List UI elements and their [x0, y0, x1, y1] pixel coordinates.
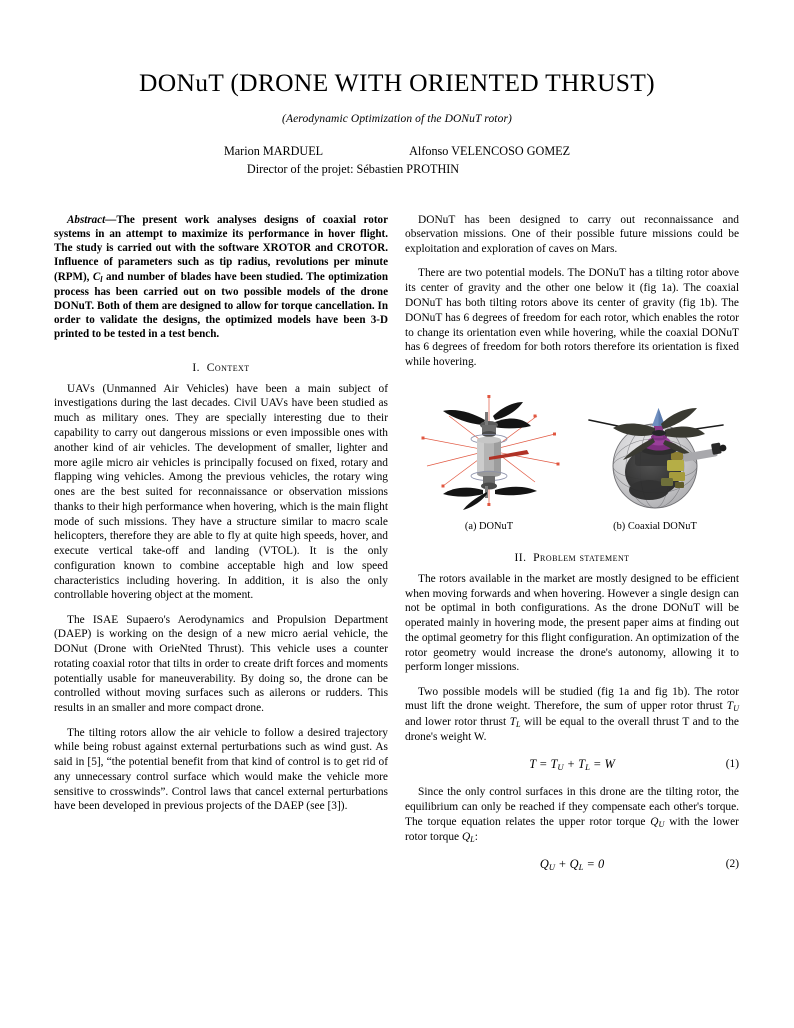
math-c-subscript: l	[100, 274, 103, 284]
author-1: Marion MARDUEL	[223, 144, 324, 159]
problem-p2-text-c: will be equal to the overall thrust T and to the drone's weight W.	[405, 715, 739, 744]
figure-1b-text: Coaxial DONuT	[627, 520, 697, 532]
math-tu-subscript: U	[733, 704, 739, 714]
math-c-symbol: C	[92, 270, 101, 283]
context-paragraph-1: UAVs (Unmanned Air Vehicles) have been a main subject of investigations during the last decades. Civil UAVs have been studied as much as military ones. They are specially interesting due to their capability to carry out dangerous missions or even impossible ones with another kind of air vehicles. The development of smaller, lighter and more agile micro air vehicles is principally focused on fixed, rotary and flapping wing vehicles. Among the previous vehicles, the rotary wing ones are the best suited for reconnaissance or observation missions thanks to their high performance when hovering, which is the main flight mode of such missions. They have a structure similar to macro scale helicopters, therefore they are able to fly at quite high speeds, hover, and execute vertical take-off and landing (VTOL). It is the only configuration known to combine acceptable high and low speed characteristics including hovering. In addition, it is also the only controllable hovering object at the moment.	[54, 382, 388, 602]
problem-paragraph-1: The rotors available in the market are mostly designed to be efficient when moving forwards and when hovering. However a single design can not be optimal in both configurations. As the drone DONuT will be operated mainly in hovering mode, the present paper aims at finding out the optimal geometry for this flight configuration. An optimization of the rotor geometry would increase the drone's autonomy, allowing it to perform longer missions.	[405, 572, 739, 674]
section-title-1: Context	[206, 360, 250, 374]
context-paragraph-3: The tilting rotors allow the air vehicle to follow a desired trajectory while being robust against external perturbations such as wind gust. As said in [5], “the potential benefit from that kind of control is to get rid of any unnecessary control surface which would make the vehicle more sensitive to crosswinds”. Control laws that cancel external perturbations have been developed in previous projects of the DAEP (see [3]).	[54, 726, 388, 813]
paper-subtitle: (Aerodynamic Optimization of the DONuT rotor)	[282, 113, 512, 126]
math-thrust-upper	[727, 700, 739, 712]
math-qu-subscript: U	[658, 819, 665, 829]
equation-1-number: (1)	[725, 758, 739, 771]
math-qu-symbol: Q	[650, 815, 659, 828]
two-column-body	[54, 213, 740, 886]
equation-1-body: $T = T_U + T_L = W$	[529, 757, 615, 773]
equation-2-number: (2)	[725, 858, 739, 871]
right-paragraph-2: There are two potential models. The DONuT has a tilting rotor above its center of gravity and the other one below it (fig 1a). The coaxial DONuT has both tilting rotors above its center of gravity (fig 1b). The DONuT has 6 degrees of freedom for each rotor, which enables the rotor to change its orientation even while hovering, while the coaxial DONuT has 6 degrees of freedom for both rotors therefore its orientation is fixed while hovering.	[405, 267, 739, 369]
author-block	[54, 142, 740, 179]
math-torque-upper	[650, 816, 664, 828]
author-names	[224, 142, 570, 160]
figure-1b-cell	[575, 386, 735, 514]
figure-1-images	[405, 386, 739, 514]
math-tu-symbol: T	[726, 700, 734, 713]
figure-1a-text: DONuT	[479, 520, 514, 532]
right-column	[405, 213, 739, 886]
section-heading-context	[54, 361, 388, 374]
math-tl-symbol: T	[509, 715, 517, 728]
equation-2	[405, 857, 739, 874]
author-2: Alfonso VELENCOSO GOMEZ	[409, 144, 571, 159]
abstract-text-1: The present work analyses designs of coaxial rotor systems in an attempt to maximize its performance in hover flight. The study is carried out with the software XROTOR and CROTOR. Influence of parameters such as tip radius, revolutions per minute (RPM),	[54, 213, 388, 283]
math-ql-subscript: L	[470, 834, 475, 844]
figure-1a-label: (a)	[464, 520, 477, 532]
section-heading-problem	[405, 551, 739, 564]
figure-1-captions	[405, 521, 739, 532]
abstract-math-cl	[93, 271, 103, 283]
math-ql-symbol: Q	[461, 830, 471, 843]
problem-p3-text-c: :	[474, 830, 478, 843]
left-column	[54, 213, 388, 814]
author-names-row	[54, 142, 740, 160]
context-paragraph-2: The ISAE Supaero's Aerodynamics and Propulsion Department (DAEP) is working on the design of a new micro aerial vehicle, the DONut (Drone with OrieNted Thrust). This vehicle uses a counter rotating coaxial rotor that tilts in order to create drift forces and moments potentially usable for maneuverability. By doing so, the drone can be controlled without moving surfaces such as ailerons or rudders. This results in an smaller and more compact drone.	[54, 613, 388, 715]
math-tl-subscript: L	[516, 719, 521, 729]
problem-p2-text-b: and lower rotor thrust	[405, 715, 510, 728]
abstract-label: Abstract—	[67, 213, 117, 226]
page-title: DONuT (DRONE WITH ORIENTED THRUST)	[139, 68, 655, 97]
problem-paragraph-3	[405, 785, 739, 845]
coaxial-donut-drone-render	[575, 386, 735, 514]
section-title-2: Problem statement	[533, 550, 630, 564]
figure-1a-caption	[409, 521, 569, 532]
problem-p2-text-a: Two possible models will be studied (fig 1a and fig 1b). The rotor must lift the drone weight. Therefore, the sum of upper rotor thrust	[405, 685, 739, 713]
math-thrust-lower	[510, 716, 521, 728]
abstract-text-2: and number of blades have been studied. The optimization process has been carried out on two possible models of the drone DONuT. Both of them are designed to allow for torque cancellation. In order to validate the designs, the optimized models have been 3-D printed to be tested in a test bench.	[54, 270, 388, 341]
figure-1a-cell	[409, 386, 569, 514]
figure-1	[405, 386, 739, 532]
problem-p3-text-b: with the lower rotor torque	[405, 815, 739, 843]
equation-1	[405, 757, 739, 774]
math-torque-lower	[462, 831, 475, 843]
problem-p3-text-a: Since the only control surfaces in this drone are the tilting rotor, the equilibrium can only be reached if they compensate each other's torque. The torque equation relates the upper rotor torque	[405, 786, 739, 828]
section-number-2: II.	[514, 550, 527, 564]
figure-1b-caption	[575, 521, 735, 532]
donut-drone-render	[409, 386, 569, 514]
equation-2-body: $Q_U + Q_L = 0$	[539, 857, 605, 873]
figure-1b-label: (b)	[613, 520, 626, 532]
right-paragraph-1: DONuT has been designed to carry out reconnaissance and observation missions. One of their possible future missions could be exploitation and exploration of caves on Mars.	[405, 213, 739, 256]
abstract-paragraph	[54, 213, 388, 342]
section-number-1: I.	[192, 360, 201, 374]
project-director: Director of the projet: Sébastien PROTHIN	[246, 162, 460, 177]
problem-paragraph-2	[405, 685, 739, 745]
